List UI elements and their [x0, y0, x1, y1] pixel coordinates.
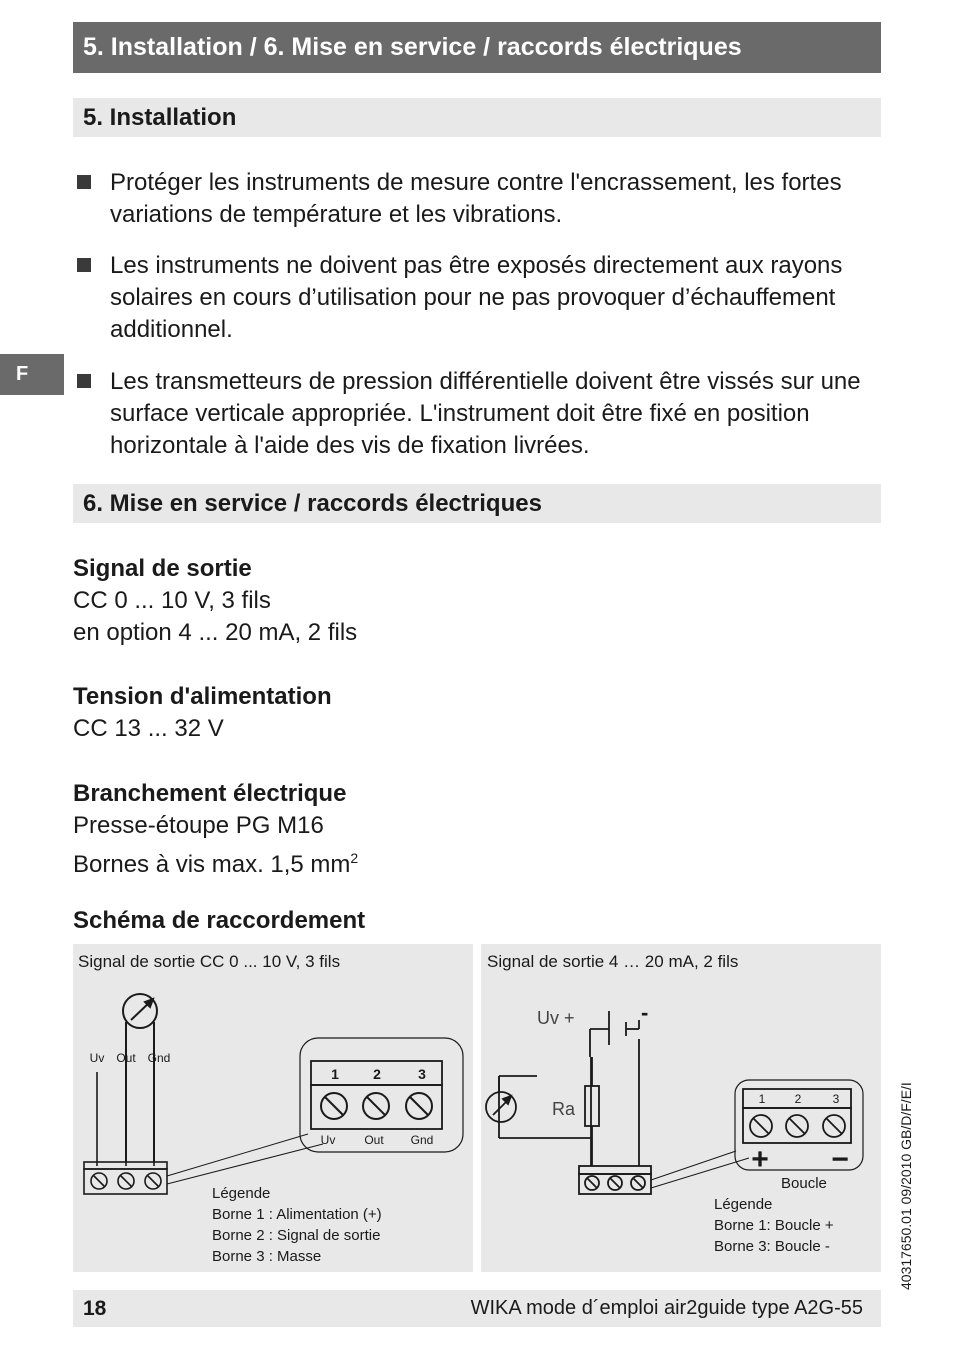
- supply-label: Uv +: [537, 1008, 575, 1028]
- section-title-service: [73, 484, 881, 523]
- language-tab: [0, 354, 64, 395]
- page-header-title: 5. Installation / 6. Mise en service / raccords électriques: [83, 33, 742, 61]
- diagram-legend: [714, 1194, 834, 1257]
- list-item: [73, 167, 883, 231]
- list-item: [73, 250, 883, 346]
- spec-value-main: Bornes à vis max. 1,5 mm: [73, 851, 351, 878]
- terminal-number: 2: [373, 1066, 381, 1082]
- spec-value: CC 13 ... 32 V: [73, 715, 224, 742]
- terminal-number: 1: [331, 1066, 339, 1082]
- diagram-voltage-output: [73, 944, 473, 1272]
- loop-label: Boucle: [781, 1175, 827, 1192]
- legend-item: Borne 3 : Masse: [212, 1248, 322, 1265]
- supply-voltage-block: [73, 681, 673, 745]
- wire-label: Out: [116, 1051, 136, 1065]
- superscript: 2: [350, 850, 359, 866]
- terminal-number: 2: [794, 1092, 802, 1106]
- wire-label: Gnd: [147, 1051, 171, 1065]
- resistor-label: Ra: [552, 1099, 576, 1119]
- spec-value: CC 0 ... 10 V, 3 fils: [73, 587, 271, 614]
- section-title-text: 5. Installation: [83, 104, 237, 131]
- terminal-label: Uv: [320, 1133, 336, 1147]
- spec-value: [73, 842, 673, 881]
- spec-value: en option 4 ... 20 mA, 2 fils: [73, 619, 358, 646]
- diagram-current-output: [481, 944, 881, 1272]
- legend-title: Légende: [212, 1185, 271, 1202]
- section-title-text: 6. Mise en service / raccords électriques: [83, 490, 542, 517]
- minus-sign: −: [831, 1143, 849, 1176]
- output-signal-block: [73, 553, 673, 649]
- legend-item: Borne 3: Boucle -: [714, 1238, 830, 1255]
- terminal-number: 3: [832, 1092, 840, 1106]
- list-item-text: Les transmetteurs de pression différentielle doivent être vissés sur une surface verticale appropriée. L'instrument doit être fixé en position horizontale à l'aide des vis de fixation livrées.: [110, 368, 861, 459]
- terminal-label: Out: [364, 1133, 384, 1147]
- terminal-number: 3: [418, 1066, 426, 1082]
- spec-value: Presse-étoupe PG M16: [73, 812, 324, 839]
- diagram-legend: [212, 1183, 382, 1267]
- diagram-caption: Signal de sortie 4 … 20 mA, 2 fils: [487, 952, 739, 971]
- spec-title: Signal de sortie: [73, 555, 252, 582]
- minus-label: -: [641, 1000, 649, 1025]
- wire-label: Uv: [89, 1051, 105, 1065]
- document-code: 40317650.01 09/2010 GB/D/F/E/I: [898, 1082, 914, 1290]
- square-bullet-icon: [77, 374, 91, 388]
- list-item-text: Protéger les instruments de mesure contre l'encrassement, les fortes variations de température et les vibrations.: [110, 169, 842, 228]
- square-bullet-icon: [77, 175, 91, 189]
- list-item-text: Les instruments ne doivent pas être exposés directement aux rayons solaires en cours d’utilisation pour ne pas provoquer d’échauffement additionnel.: [110, 252, 843, 343]
- diagram-caption: Signal de sortie CC 0 ... 10 V, 3 fils: [78, 952, 341, 971]
- footer-title: WIKA mode d´emploi air2guide type A2G-55: [470, 1297, 863, 1319]
- list-item: [73, 366, 883, 462]
- legend-title: Légende: [714, 1196, 773, 1213]
- page-number: 18: [83, 1297, 107, 1320]
- electrical-connection-block: [73, 778, 673, 881]
- legend-item: Borne 1 : Alimentation (+): [212, 1206, 382, 1223]
- spec-title: Tension d'alimentation: [73, 683, 332, 710]
- page-header: [73, 22, 881, 73]
- plus-sign: +: [751, 1143, 769, 1176]
- page-footer: [73, 1290, 881, 1327]
- language-tab-label: F: [16, 363, 29, 385]
- legend-item: Borne 2 : Signal de sortie: [212, 1227, 381, 1244]
- terminal-label: Gnd: [410, 1133, 434, 1147]
- terminal-number: 1: [758, 1092, 766, 1106]
- square-bullet-icon: [77, 258, 91, 272]
- legend-item: Borne 1: Boucle +: [714, 1217, 834, 1234]
- section-title-installation: [73, 98, 881, 137]
- schema-title: Schéma de raccordement: [73, 907, 366, 934]
- spec-title: Branchement électrique: [73, 780, 347, 807]
